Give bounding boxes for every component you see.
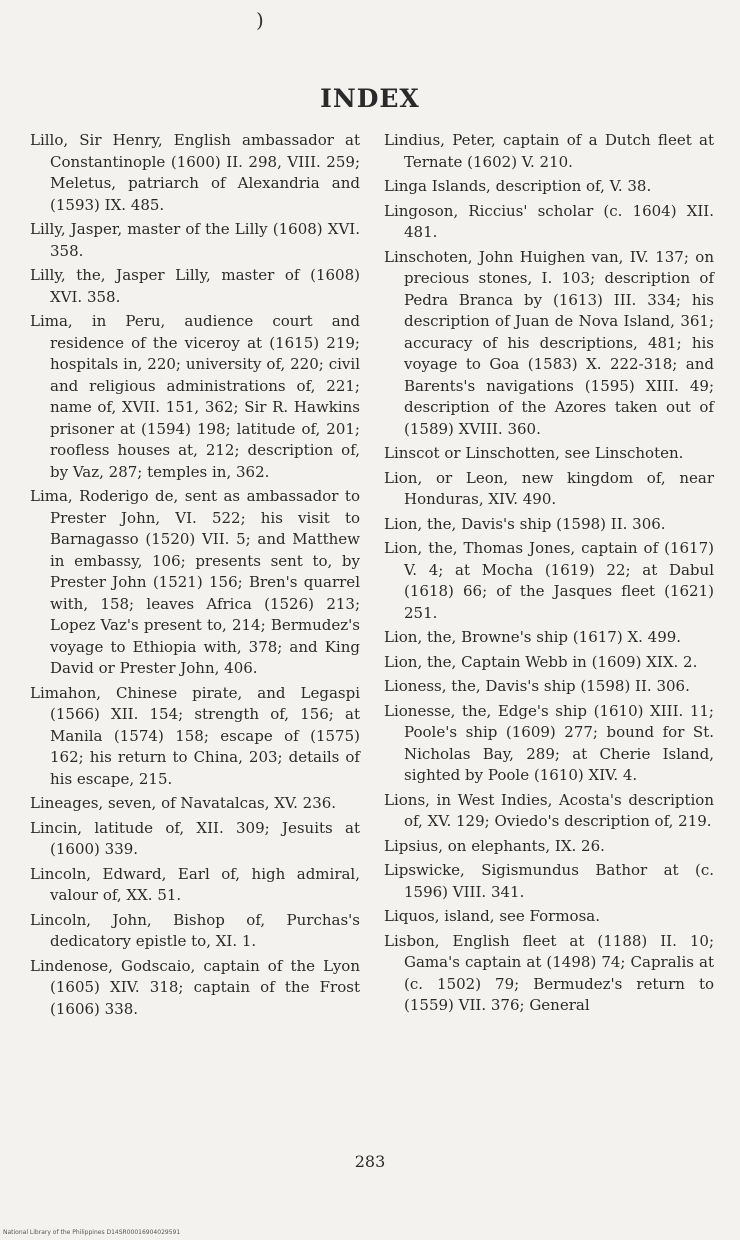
index-entry: Lillo, Sir Henry, English ambassador at Constantinople (1600) II. 298, VIII. 259; Meletus, patriarch of Alexandria and (1593) IX. 485. xyxy=(30,131,360,214)
index-entry: Lion, the, Thomas Jones, captain of (1617) V. 4; at Mocha (1619) 22; at Dabul (1618) 66; of the Jasques fleet (1621) 251. xyxy=(384,539,714,622)
index-entry: Lioness, the, Davis's ship (1598) II. 306. xyxy=(384,677,690,695)
page-title: INDEX xyxy=(320,84,420,113)
index-entry: Lineages, seven, of Navatalcas, XV. 236. xyxy=(30,794,337,812)
index-entry: Lindenose, Godscaio, captain of the Lyon (1605) XIV. 318; captain of the Frost (1606) 338. xyxy=(30,956,360,1018)
index-entry: Lions, in West Indies, Acosta's description of, XV. 129; Oviedo's description of, 219. xyxy=(384,790,714,830)
index-entry: Lion, the, Captain Webb in (1609) XIX. 2. xyxy=(384,652,698,671)
index-entry: Lipsius, on elephants, IX. 26. xyxy=(384,836,605,855)
index-entry: Lion, the, Davis's ship (1598) II. 306. xyxy=(384,514,666,533)
scan-credit: National Library of the Philippines D14SR00016904029591 xyxy=(3,1229,181,1236)
index-entry: Lion, or Leon, new kingdom of, near Honduras, XIV. 490. xyxy=(384,468,714,508)
index-entry: Lilly, Jasper, master of the Lilly (1608) XVI. 358. xyxy=(30,220,360,260)
index-entry: Lincoln, Edward, Earl of, high admiral, valour of, XX. 51. xyxy=(30,864,360,904)
index-entry: Lion, the, Browne's ship (1617) X. 499. xyxy=(384,628,682,646)
right-column xyxy=(384,130,714,1020)
index-entry: Lima, Roderigo de, sent as ambassador to Prester John, VI. 522; his visit to Barnagasso (1520) VII. 5; and Matthew in embassy, 106; presents sent to, by Prester John (1521) 156; Bren's quarrel with, 158; leaves Africa (1526) 213; Lopez Vaz's present to, 214; Bermudez's voyage to Ethiopia with, 378; and King David or Prester John, 406. xyxy=(30,487,360,677)
index-entry: Linschoten, John Huighen van, IV. 137; on precious stones, I. 103; description of Pedra Branca by (1613) III. 334; his description of Juan de Nova Island, 361; accuracy of his descriptions, 481; his voyage to Goa (1583) X. 222-318; and Barents's navigations (1595) XIII. 49; description of the Azores taken out of (1589) XVIII. 360. xyxy=(384,247,714,438)
page-number: 283 xyxy=(354,1152,386,1171)
index-entry: Lionesse, the, Edge's ship (1610) XIII. 11; Poole's ship (1609) 277; bound for St. Nicholas Bay, 289; at Cherie Island, sighted by Poole (1610) XIV. 4. xyxy=(384,701,714,784)
index-entry: Lisbon, English fleet at (1188) II. 10; Gama's captain at (1498) 74; Capralis at (c. 1502) 79; Bermudez's return to (1559) VII. 376; General xyxy=(384,931,714,1014)
index-entry: Lilly, the, Jasper Lilly, master of (1608) XVI. 358. xyxy=(30,266,360,306)
index-entry: Lipswicke, Sigismundus Bathor at (c. 1596) VIII. 341. xyxy=(384,861,714,901)
index-entry: Lima, in Peru, audience court and residence of the viceroy at (1615) 219; hospitals in, 220; university of, 220; civil and religious administrations of, 221; name of, XVII. 151, 362; Sir R. Hawkins prisoner at (1594) 198; latitude of, 201; roofless houses at, 212; description of, by Vaz, 287; temples in, 362. xyxy=(30,312,360,481)
top-mark: ) xyxy=(256,8,264,32)
index-entry: Lincoln, John, Bishop of, Purchas's dedicatory epistle to, XI. 1. xyxy=(30,910,360,950)
index-entry: Lincin, latitude of, XII. 309; Jesuits at (1600) 339. xyxy=(30,818,360,858)
index-entry: Lingoson, Riccius' scholar (c. 1604) XII. 481. xyxy=(384,201,714,241)
left-column xyxy=(30,130,360,1023)
index-entry: Lindius, Peter, captain of a Dutch fleet at Ternate (1602) V. 210. xyxy=(384,131,714,171)
index-entry: Limahon, Chinese pirate, and Legaspi (1566) XII. 154; strength of, 156; at Manila (1574) 158; escape of (1575) 162; his return to China, 203; details of his escape, 215. xyxy=(30,683,360,788)
index-entry: Linga Islands, description of, V. 38. xyxy=(384,177,652,195)
index-entry: Liquos, island, see Formosa. xyxy=(384,907,600,925)
index-entry: Linscot or Linschotten, see Linschoten. xyxy=(384,444,684,462)
